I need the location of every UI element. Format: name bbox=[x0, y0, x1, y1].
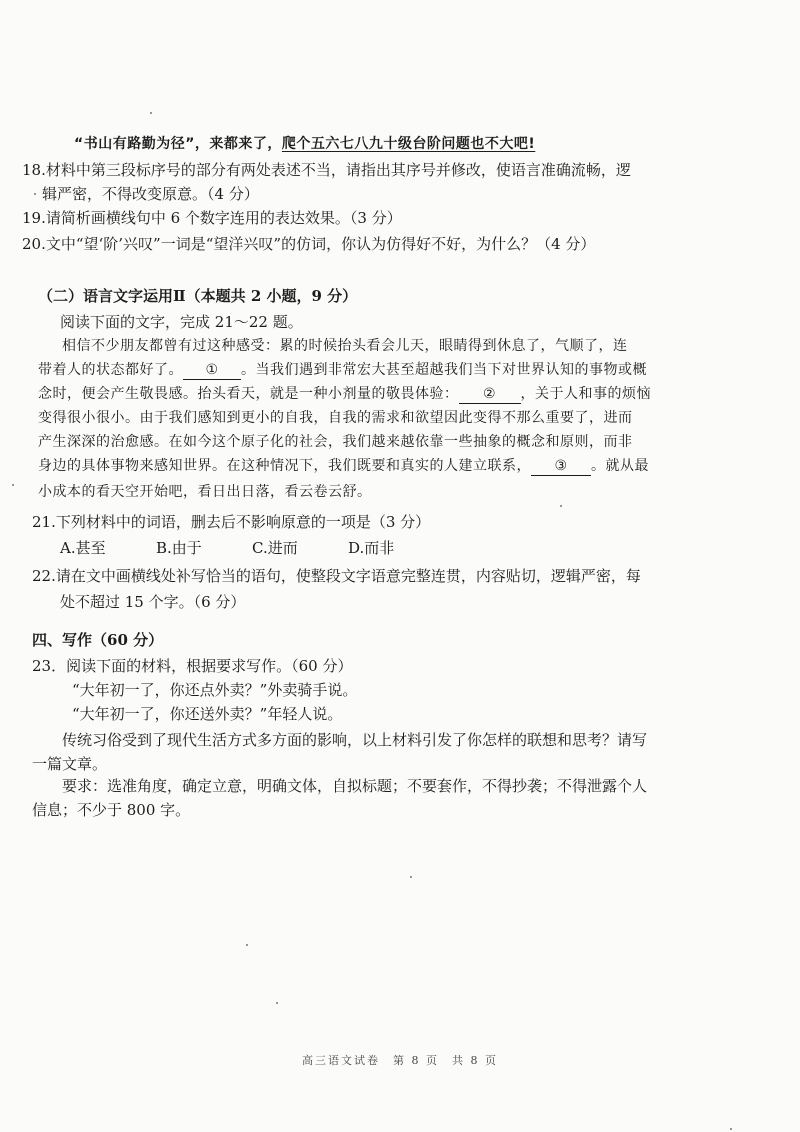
q21-option-c: C.进而 bbox=[252, 539, 298, 557]
passage-line-6a: 身边的具体事物来感知世界。在这种情况下，我们既要和真实的人建立联系， bbox=[38, 458, 531, 474]
q23-quote-1: “大年初一了，你还点外卖？”外卖骑手说。 bbox=[72, 681, 358, 699]
scan-speck bbox=[410, 876, 412, 878]
blank-2: ② bbox=[459, 385, 521, 404]
passage-line-2a: 带着人的状态都好了。 bbox=[38, 362, 183, 378]
section2-intro: 阅读下面的文字，完成 21～22 题。 bbox=[60, 313, 303, 331]
q23-stem: 23．阅读下面的材料，根据要求写作。（60 分） bbox=[32, 657, 353, 675]
passage-line-4: 变得很小很小。由于我们感知到更小的自我，自我的需求和欲望因此变得不那么重要了，进而 bbox=[38, 410, 633, 426]
passage-line-5: 产生深深的治愈感。在如今这个原子化的社会，我们越来越依靠一些抽象的概念和原则，而非 bbox=[38, 434, 633, 450]
page-footer: 高三语文试卷 第 8 页 共 8 页 bbox=[302, 1054, 498, 1067]
q22-line1: 22.请在文中画横线处补写恰当的语句，使整段文字语意完整连贯，内容贴切，逻辑严密，每 bbox=[32, 567, 641, 585]
scan-speck bbox=[12, 484, 14, 486]
q23-requirements-line1: 要求：选准角度，确定立意，明确文体，自拟标题；不要套作，不得抄袭；不得泄露个人 bbox=[62, 777, 648, 795]
q23-prompt-line2: 一篇文章。 bbox=[32, 755, 108, 773]
q18-line1: 18.材料中第三段标序号的部分有两处表述不当，请指出其序号并修改，使语言准确流畅，逻 bbox=[22, 161, 631, 179]
section2-title: （二）语言文字运用Ⅱ（本题共 2 小题，9 分） bbox=[38, 287, 358, 305]
blank-1: ① bbox=[183, 361, 241, 380]
scan-speck bbox=[560, 505, 562, 507]
q17-tail-prefix: “书山有路勤为径”，来都来了， bbox=[74, 136, 282, 152]
passage-line-6 bbox=[38, 456, 649, 476]
q21-options bbox=[60, 538, 394, 558]
q18-line2: 辑严密，不得改变原意。（4 分） bbox=[42, 185, 259, 203]
passage-line-2 bbox=[38, 360, 647, 380]
scan-speck bbox=[246, 944, 248, 946]
scan-speck bbox=[34, 193, 36, 195]
passage-line-6b: 。就从最 bbox=[591, 458, 649, 474]
passage-line-3b: ，关于人和事的烦恼 bbox=[520, 386, 651, 402]
q23-prompt-line1: 传统习俗受到了现代生活方式多方面的影响，以上材料引发了你怎样的联想和思考？请写 bbox=[62, 731, 648, 749]
section4-title: 四、写作（60 分） bbox=[32, 631, 164, 649]
q21-option-b: B.由于 bbox=[156, 539, 202, 557]
q17-tail-line bbox=[74, 134, 535, 154]
passage-line-3 bbox=[38, 384, 651, 404]
q22-line2: 处不超过 15 个字。（6 分） bbox=[60, 593, 246, 611]
blank-3: ③ bbox=[531, 457, 591, 476]
q17-underlined-sentence: 爬个五六七八九十级台阶问题也不大吧! bbox=[281, 136, 536, 152]
q23-requirements-line2: 信息；不少于 800 字。 bbox=[32, 801, 191, 819]
q19-text: 19.请简析画横线句中 6 个数字连用的表达效果。（3 分） bbox=[22, 209, 402, 227]
q21-option-a: A.甚至 bbox=[60, 539, 106, 557]
scan-speck bbox=[150, 112, 152, 114]
q21-stem: 21.下列材料中的词语，删去后不影响原意的一项是（3 分） bbox=[32, 513, 431, 531]
q21-option-d: D.而非 bbox=[348, 539, 395, 557]
passage-line-7: 小成本的看天空开始吧，看日出日落，看云卷云舒。 bbox=[38, 484, 372, 500]
passage-line-2b: 。当我们遇到非常宏大甚至超越我们当下对世界认知的事物或概 bbox=[241, 362, 647, 378]
scan-speck bbox=[730, 1128, 732, 1130]
q23-quote-2: “大年初一了，你还送外卖？”年轻人说。 bbox=[72, 705, 343, 723]
passage-line-1: 相信不少朋友都曾有过这种感受：累的时候抬头看会儿天，眼睛得到休息了，气顺了，连 bbox=[62, 338, 628, 354]
passage-line-3a: 念时，便会产生敬畏感。抬头看天，就是一种小剂量的敬畏体验： bbox=[38, 386, 459, 402]
q20-text: 20.文中“望‘阶’兴叹”一词是“望洋兴叹”的仿词，你认为仿得好不好，为什么？（4 分） bbox=[22, 235, 596, 253]
scan-speck bbox=[276, 1002, 278, 1004]
